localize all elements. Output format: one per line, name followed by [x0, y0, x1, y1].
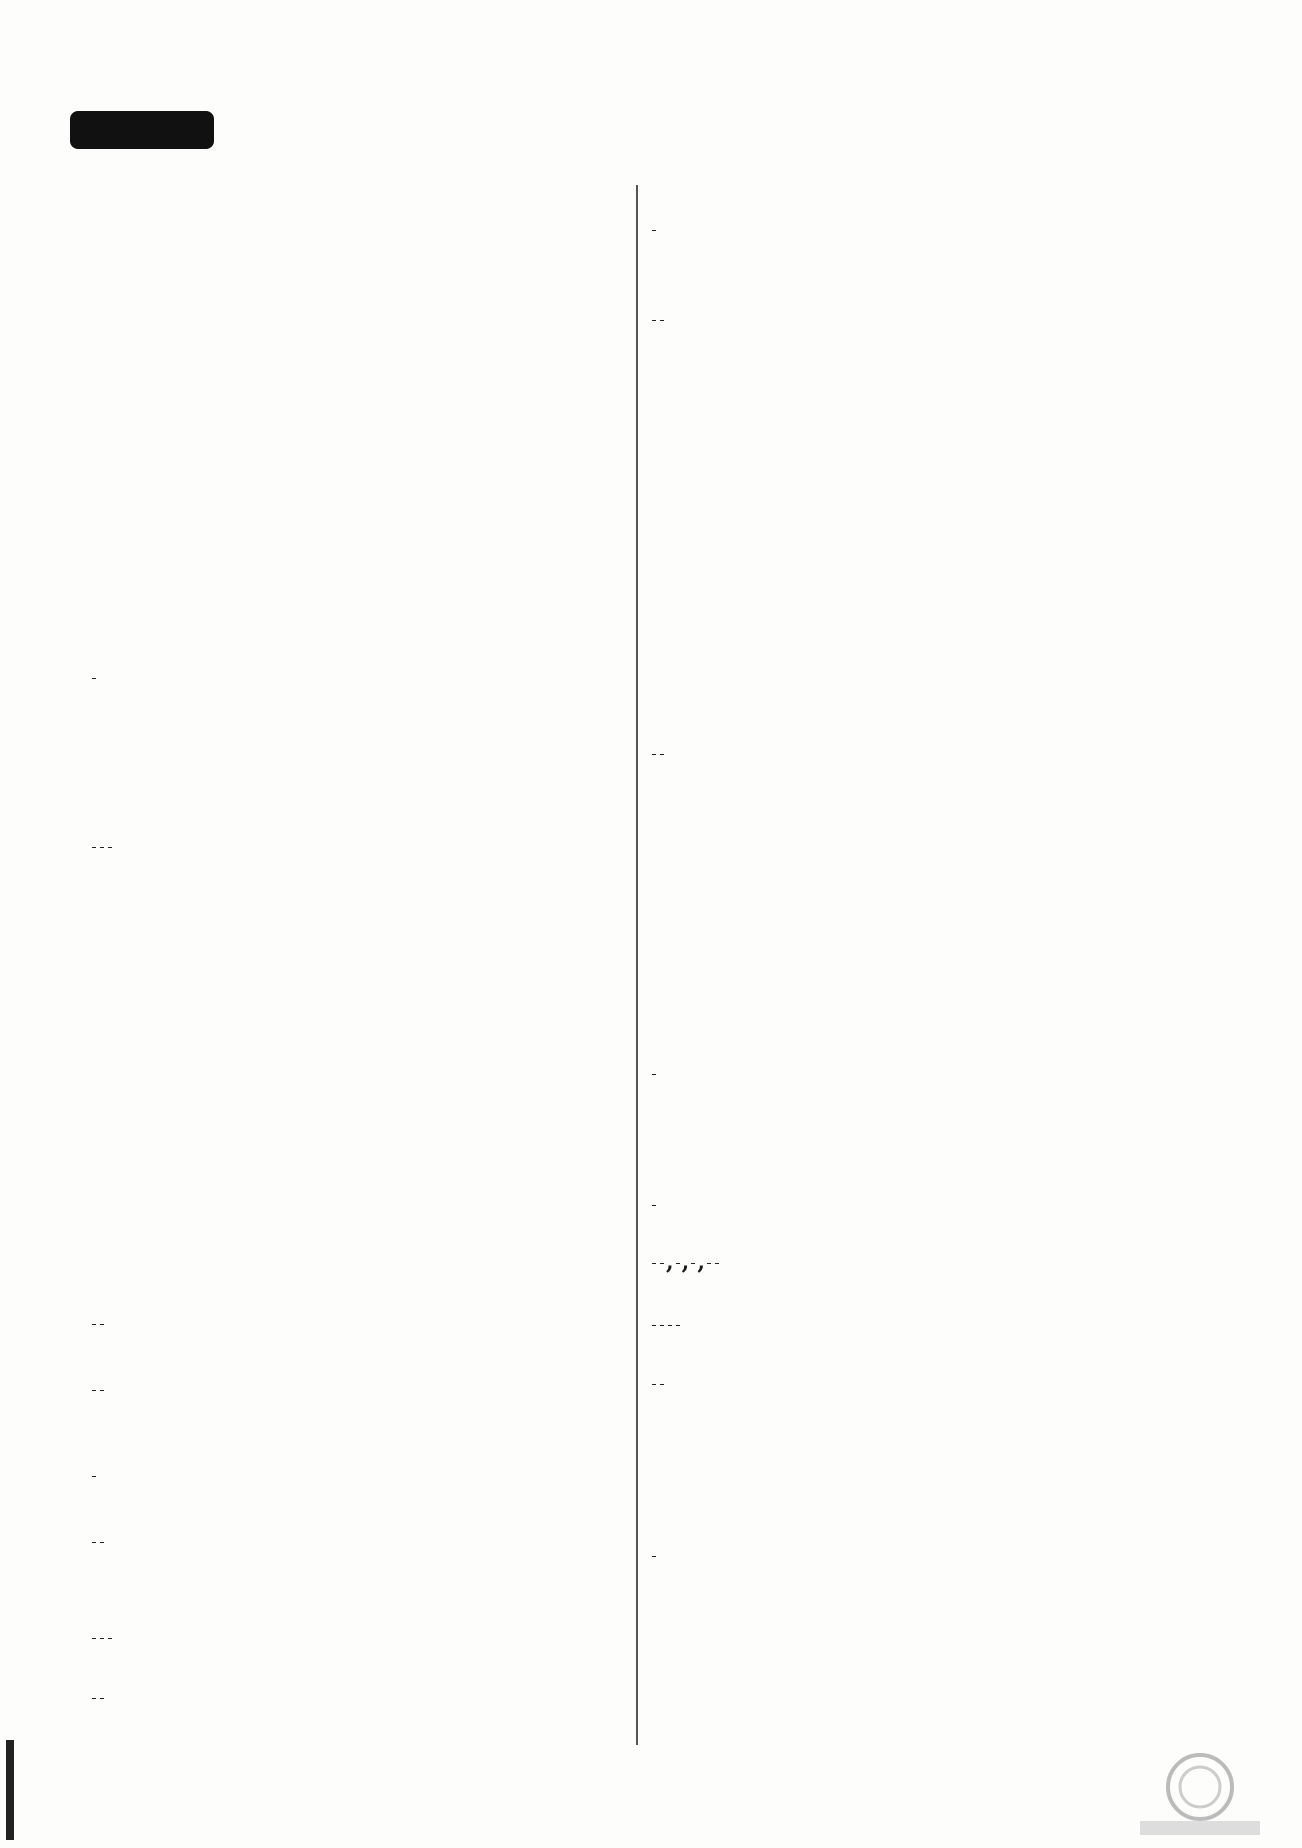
text-line	[650, 1538, 658, 1574]
logo-banner	[70, 111, 214, 149]
text-line	[90, 1524, 106, 1560]
text-line	[650, 736, 666, 772]
tree-diagram-2	[650, 460, 1250, 660]
column-divider	[636, 185, 638, 1745]
text-line	[90, 1680, 106, 1716]
watermark-stamp	[1120, 1745, 1280, 1840]
text-line	[650, 1056, 658, 1092]
text-line	[90, 1458, 98, 1494]
text-line	[90, 660, 98, 696]
text-line	[650, 302, 666, 338]
scan-edge-mark	[6, 1740, 14, 1840]
fraction	[92, 678, 96, 679]
question-11	[90, 1372, 106, 1408]
brand-logo	[30, 55, 218, 155]
answers-c-1-2	[650, 1186, 658, 1222]
answers-c-3-4: , , ,	[650, 1244, 721, 1280]
text-line	[650, 212, 658, 248]
text-line	[650, 1366, 666, 1402]
question-c5	[650, 1306, 682, 1343]
text-line	[90, 1620, 114, 1656]
text-line	[90, 1306, 106, 1342]
answers-b-7-9	[90, 828, 114, 864]
tree-diagram-1	[100, 918, 620, 1118]
